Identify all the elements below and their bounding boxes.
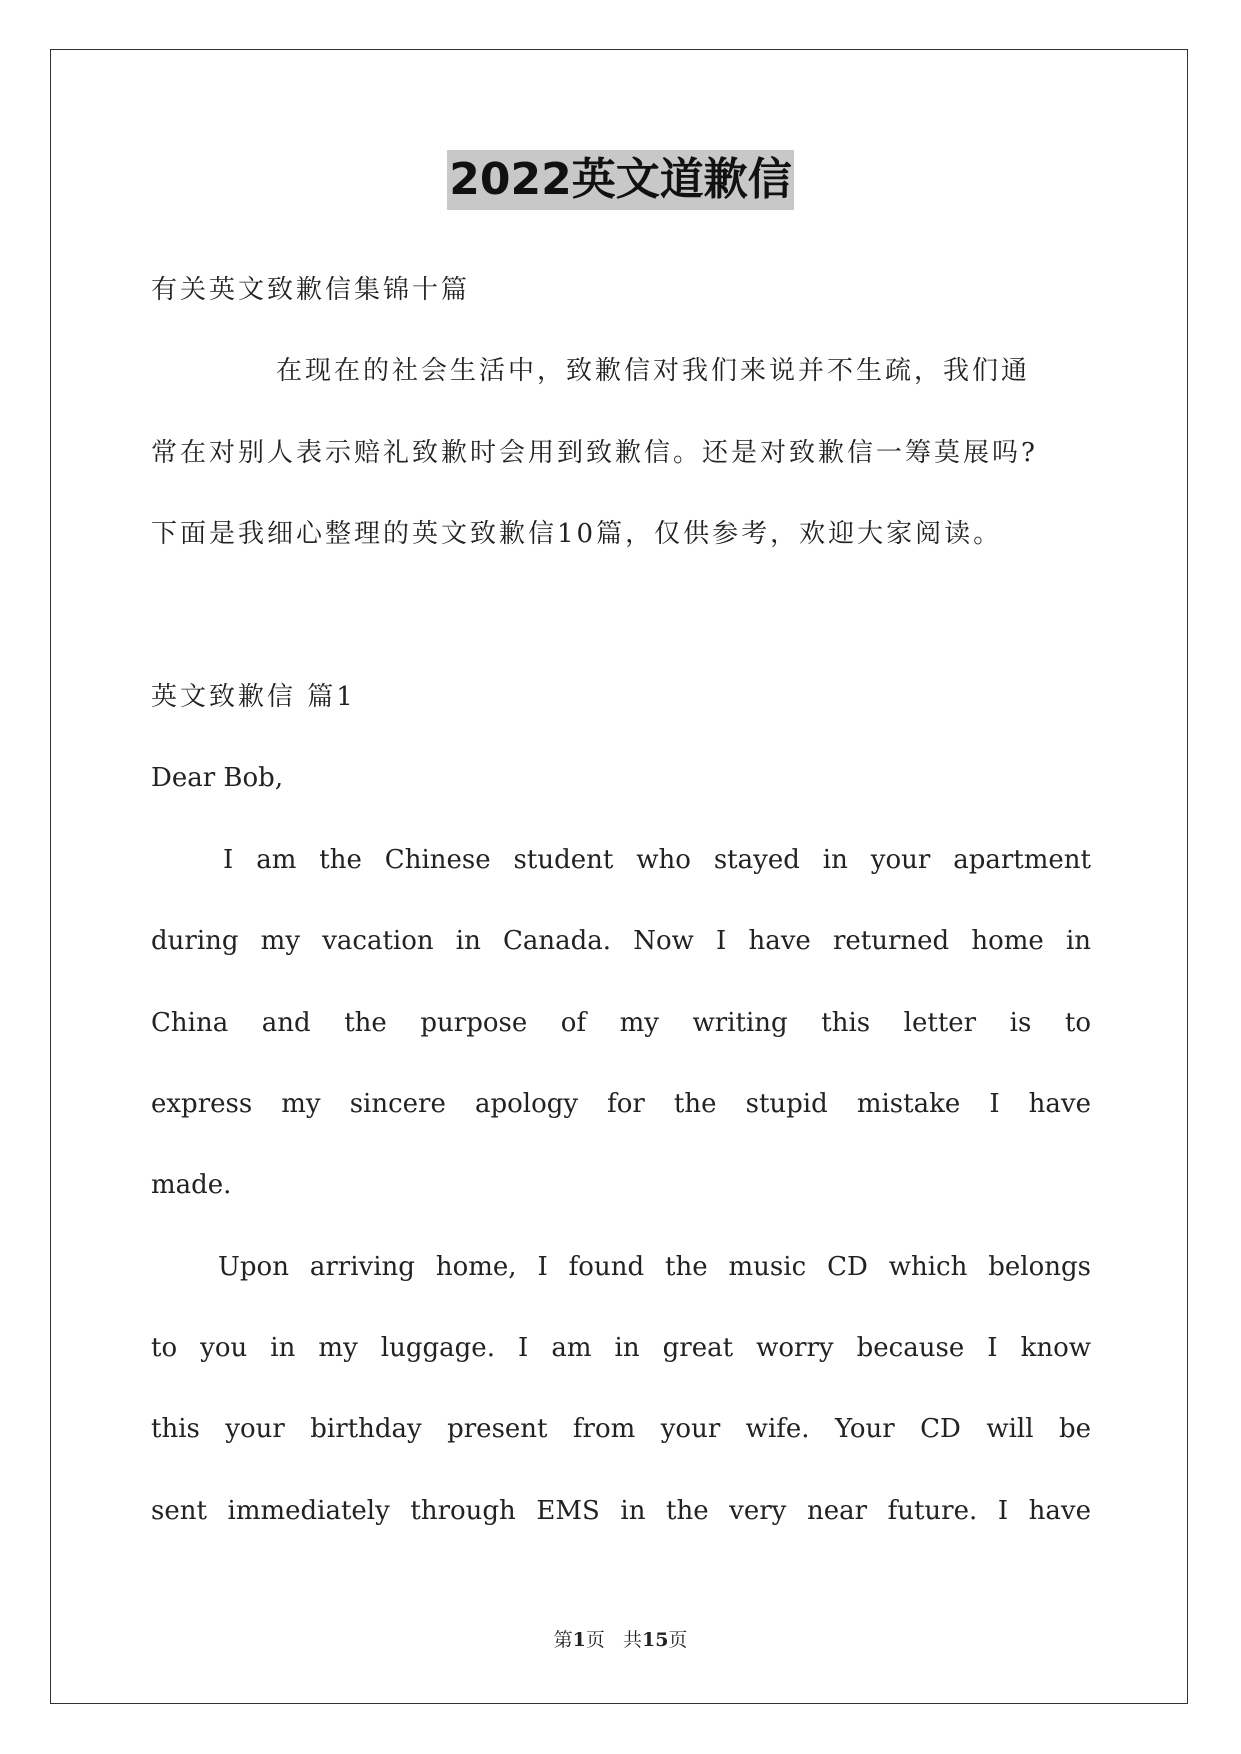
intro-line: 下面是我细心整理的英文致歉信10篇，仅供参考，欢迎大家阅读。 (151, 519, 1003, 550)
document-title: 2022英文道歉信 (447, 150, 793, 210)
subtitle: 有关英文致歉信集锦十篇 (151, 275, 471, 305)
paragraph-line: I am the Chinese student who stayed in your apartment (223, 844, 1091, 875)
paragraph-line: express my sincere apology for the stupid mistake I have (151, 1088, 1091, 1119)
paragraph-line: this your birthday present from your wife. Your CD will be (151, 1414, 1091, 1445)
page-footer (0, 1625, 1241, 1652)
paragraph-line: sent immediately through EMS in the very near future. I have (151, 1495, 1091, 1526)
paragraph-line: to you in my luggage. I am in great worry because I know (151, 1333, 1091, 1364)
document-body (151, 250, 1091, 1552)
intro-line: 常在对别人表示赔礼致歉时会用到致歉信。还是对致歉信一筹莫展吗? (151, 437, 1038, 468)
footer-prefix: 第 (553, 1629, 573, 1651)
section-heading: 英文致歉信 篇1 (151, 681, 356, 712)
spacer (151, 576, 1091, 657)
paragraph-line: made. (151, 1170, 232, 1201)
footer-total-suffix: 页 (668, 1629, 688, 1651)
footer-total-prefix: 共 (622, 1629, 642, 1651)
salutation: Dear Bob, (151, 763, 284, 794)
total-page-count: 15 (641, 1629, 669, 1651)
current-page-number: 1 (572, 1629, 586, 1651)
paragraph-line: China and the purpose of my writing this letter is to (151, 1007, 1091, 1038)
intro-line: 在现在的社会生活中，致歉信对我们来说并不生疏，我们通 (276, 356, 1031, 387)
title-container (0, 150, 1241, 210)
paragraph-line: during my vacation in Canada. Now I have returned home in (151, 926, 1091, 957)
footer-page-suffix: 页 (585, 1629, 605, 1651)
paragraph-line: Upon arriving home, I found the music CD which belongs (218, 1251, 1091, 1282)
